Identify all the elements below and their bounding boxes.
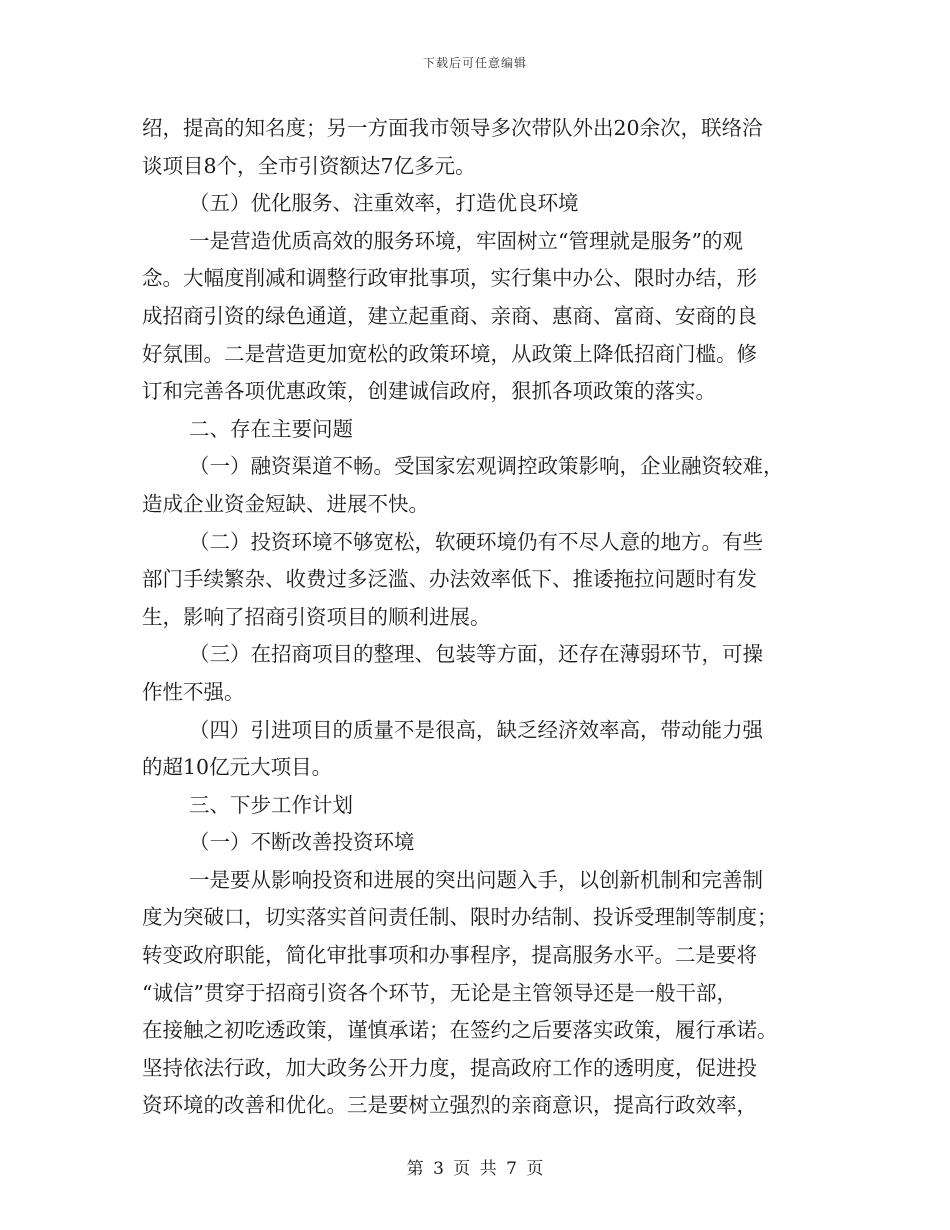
text-line: 生，影响了招商引资项目的顺利进展。 — [142, 604, 491, 629]
text-line: 好氛围。二是营造更加宽松的政策环境，从政策上降低招商门槛。修 — [142, 341, 757, 366]
section-heading: 二、存在主要问题 — [189, 416, 353, 441]
document-body — [142, 110, 812, 1125]
text-line: （四）引进项目的质量不是很高，缺乏经济效率高，带动能力强 — [189, 717, 763, 742]
section-heading: 三、下步工作计划 — [189, 792, 353, 817]
text-line: 度为突破口，切实落实首问责任制、限时办结制、投诉受理制等制度； — [142, 905, 778, 930]
text-line: 资环境的改善和优化。三是要树立强烈的亲商意识，提高行政效率， — [142, 1093, 757, 1118]
text-line: 念。大幅度削减和调整行政审批事项，实行集中办公、限时办结，形 — [142, 266, 757, 291]
text-line: 造成企业资金短缺、进展不快。 — [142, 491, 429, 516]
text-line: 转变政府职能，简化审批事项和办事程序，提高服务水平。二是要将 — [142, 943, 757, 968]
section-heading: （一）不断改善投资环境 — [189, 830, 415, 855]
text-line: 坚持依法行政，加大政务公开力度，提高政府工作的透明度，促进投 — [142, 1055, 757, 1080]
text-line: 一是要从影响投资和进展的突出问题入手，以创新机制和完善制 — [189, 867, 763, 892]
text-line: （二）投资环境不够宽松，软硬环境仍有不尽人意的地方。有些 — [189, 529, 763, 554]
text-line: 谈项目8个，全市引资额达7亿多元。 — [142, 153, 476, 178]
text-line: 一是营造优质高效的服务环境，牢固树立“管理就是服务”的观 — [189, 228, 743, 253]
text-line: 成招商引资的绿色通道，建立起重商、亲商、惠商、富商、安商的良 — [142, 303, 757, 328]
page-header: 下载后可任意编辑 — [422, 56, 527, 70]
text-line: 作性不强。 — [142, 679, 245, 704]
text-line: 订和完善各项优惠政策，创建诚信政府，狠抓各项政策的落实。 — [142, 379, 716, 404]
text-line: （一）融资渠道不畅。受国家宏观调控政策影响，企业融资较难， — [189, 454, 784, 479]
section-heading: （五）优化服务、注重效率，打造优良环境 — [189, 191, 579, 216]
text-line: （三）在招商项目的整理、包装等方面，还存在薄弱环节，可操 — [189, 642, 763, 667]
text-line: 在接触之初吃透政策，谨慎承诺；在签约之后要落实政策，履行承诺。 — [142, 1018, 778, 1043]
text-line: “诚信”贯穿于招商引资各个环节，无论是主管领导还是一般干部， — [142, 980, 737, 1005]
text-line: 的超10亿元大项目。 — [142, 755, 333, 780]
text-line: 部门手续繁杂、收费过多泛滥、办法效率低下、推诿拖拉问题时有发 — [142, 567, 757, 592]
text-line: 绍，提高的知名度；另一方面我市领导多次带队外出20余次，联络洽 — [142, 116, 763, 140]
page-number-footer: 第 3 页 共 7 页 — [406, 1159, 544, 1179]
